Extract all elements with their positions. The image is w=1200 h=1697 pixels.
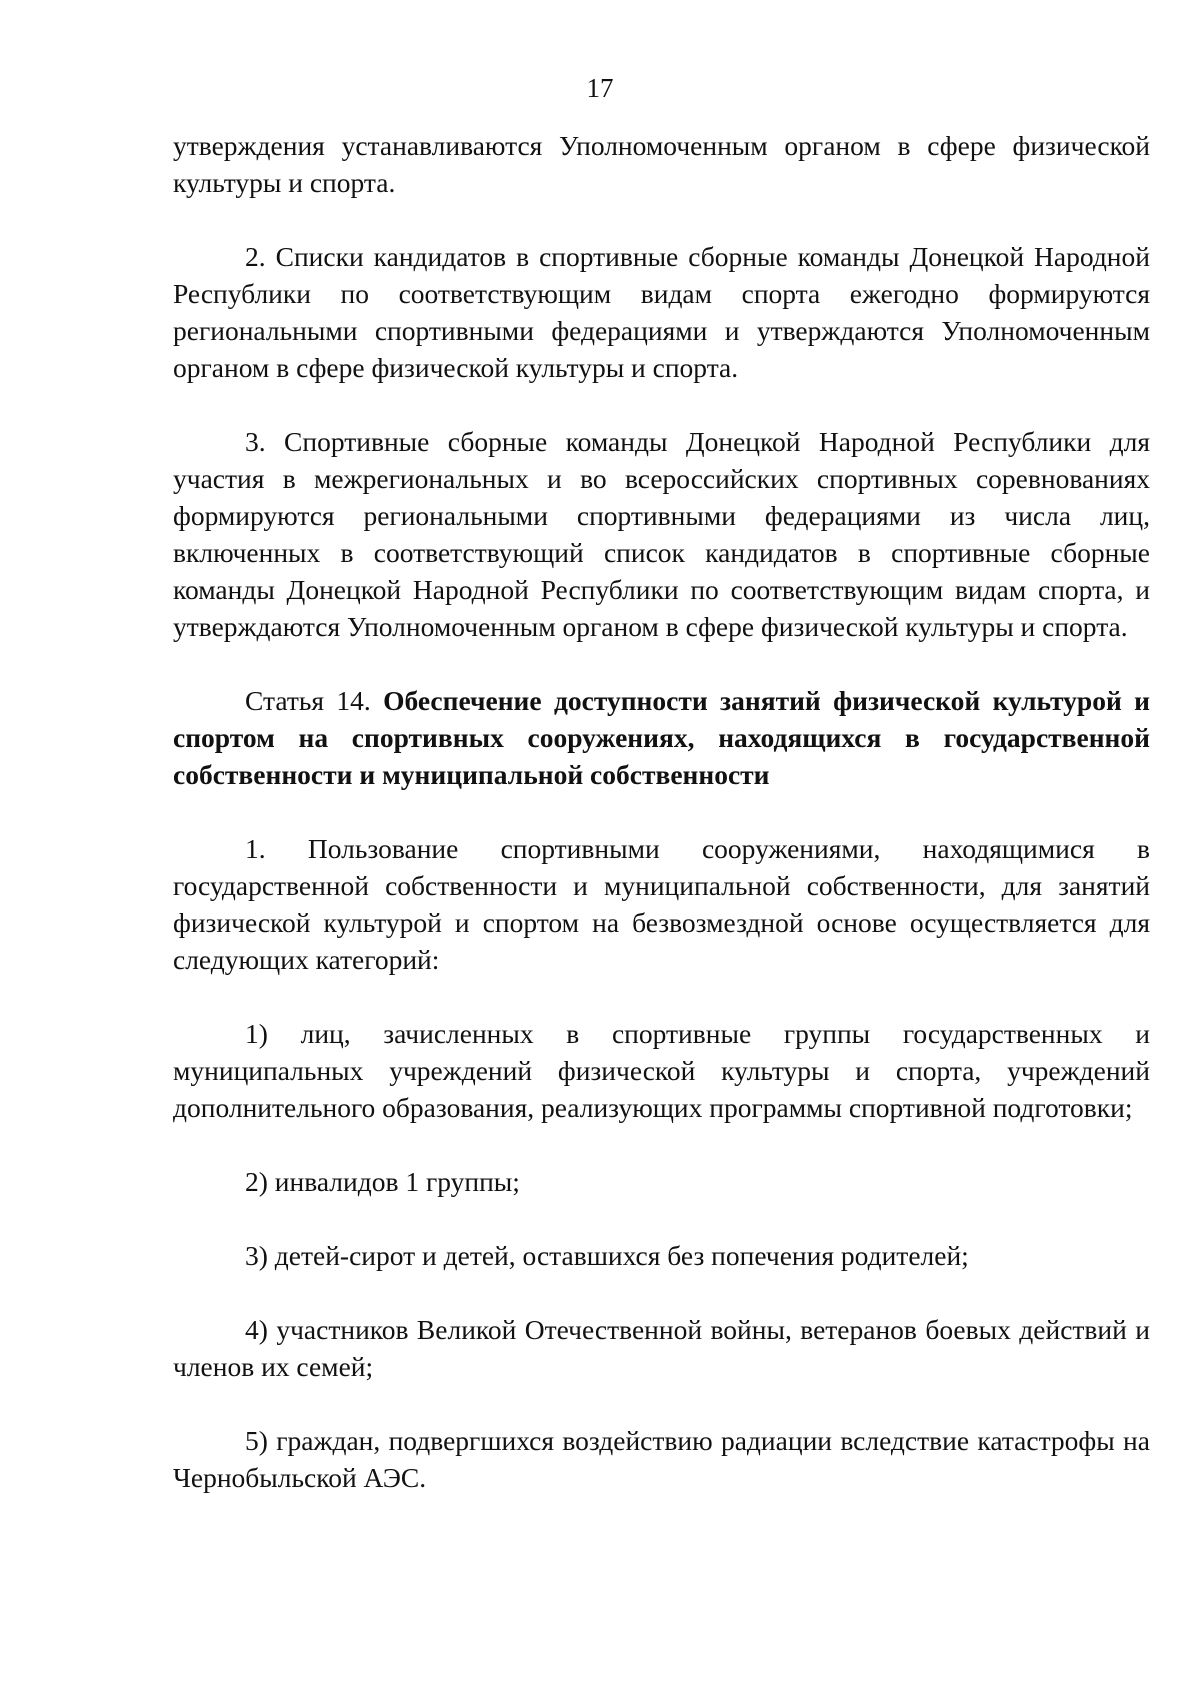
paragraph-item-2: 2. Списки кандидатов в спортивные сборные команды Донецкой Народной Республики по соответствующим видам спорта ежегодно формируются региональными спортивными федерациями и утверждаются Уполномоченным органом в сфере физической культуры и спорта. [173,241,1150,383]
article-heading [173,682,1150,793]
subitem-2: 2) инвалидов 1 группы; [245,1166,520,1197]
article-label: Статья 14. [245,685,371,716]
document-body [173,127,1150,1496]
paragraph-item-3: 3. Спортивные сборные команды Донецкой Народной Республики для участия в межрегиональных и во всероссийских спортивных соревнованиях формируются региональными спортивными федерациями из числа лиц, включенных в соответствующий список кандидатов в спортивные сборные команды Донецкой Народной Республики по соответствующим видам спорта, и утверждаются Уполномоченным органом в сфере физической культуры и спорта. [173,426,1150,642]
page-number: 17 [586,73,614,103]
subitem-4: 4) участников Великой Отечественной войны, ветеранов боевых действий и членов их семей; [173,1314,1150,1382]
subitem-5: 5) граждан, подвергшихся воздействию радиации вследствие катастрофы на Чернобыльской АЭС. [173,1425,1150,1493]
article-item-1: 1. Пользование спортивными сооружениями, находящимися в государственной собственности и муниципальной собственности, для занятий физической культурой и спортом на безвозмездной основе осуществляется для следующих категорий: [173,833,1150,975]
subitem-3: 3) детей-сирот и детей, оставшихся без попечения родителей; [245,1240,969,1271]
subitem-1: 1) лиц, зачисленных в спортивные группы государственных и муниципальных учреждений физической культуры и спорта, учреждений дополнительного образования, реализующих программы спортивной подготовки; [173,1018,1150,1123]
article-title: Обеспечение доступности занятий физической культурой и спортом на спортивных сооружениях, находящихся в государственной собственности и муниципальной собственности [173,685,1150,790]
paragraph-continuation: утверждения устанавливаются Уполномоченным органом в сфере физической культуры и спорта. [173,130,1150,198]
